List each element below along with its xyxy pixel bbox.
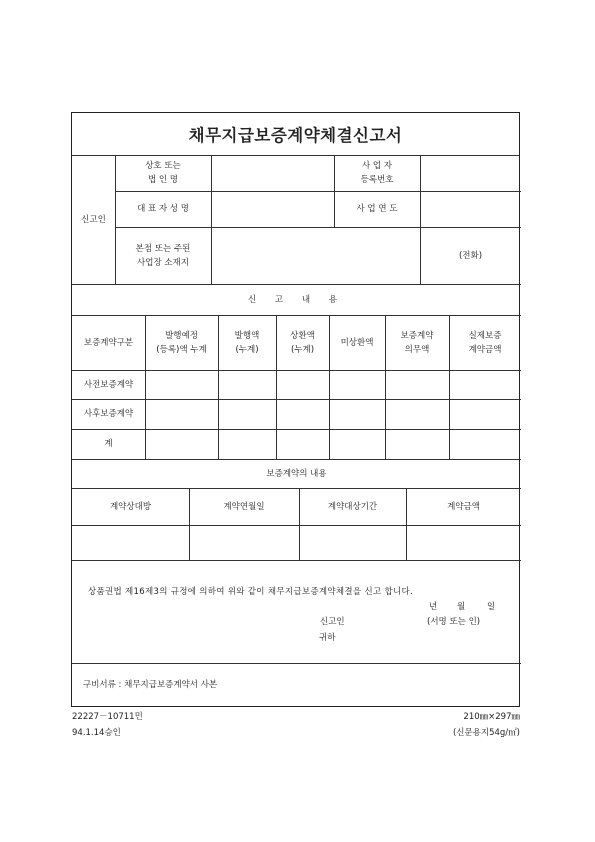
representative-field[interactable] <box>211 191 334 227</box>
report-column-header: 미상환액 <box>340 337 374 348</box>
report-entry-field[interactable] <box>276 429 329 459</box>
approval-date: 94.1.14승인 <box>72 728 121 738</box>
report-entry-field[interactable] <box>449 429 521 459</box>
divider <box>72 663 521 664</box>
report-entry-field[interactable] <box>218 399 276 429</box>
business-year-label: 사 업 연 도 <box>356 204 398 214</box>
attachment-note: 구비서류 : 채무지급보증계약서 사본 <box>83 680 218 690</box>
report-entry-field[interactable] <box>385 399 449 429</box>
report-entry-field[interactable] <box>145 399 218 429</box>
report-entry-field[interactable] <box>385 429 449 459</box>
contract-column-header: 계약상대방 <box>109 501 152 512</box>
company-name-label: 상호 또는 법 인 명 <box>145 161 181 185</box>
report-row-label: 계 <box>104 439 113 449</box>
date-month: 월 <box>457 602 466 612</box>
reporter-sign-label: 신고인 <box>320 617 345 627</box>
report-entry-field[interactable] <box>329 429 385 459</box>
report-entry-field[interactable] <box>329 370 385 399</box>
form-number: 22227－10711민 <box>72 712 143 722</box>
report-entry-field[interactable] <box>276 370 329 399</box>
signature-label: (서명 또는 인) <box>427 617 481 627</box>
contract-column-header: 계약연월일 <box>223 501 265 512</box>
report-entry-field[interactable] <box>329 399 385 429</box>
report-column-header: 발행예정 (등록)액 누계 <box>156 330 207 355</box>
business-year-field[interactable] <box>420 191 521 227</box>
report-column-header: 보증계약 의무액 <box>400 330 434 355</box>
report-form <box>71 112 520 707</box>
form-title: 채무지급보증계약체결신고서 <box>72 113 519 156</box>
date-year: 년 <box>429 602 438 612</box>
contract-content-header: 보증계약의 내용 <box>266 468 327 479</box>
addressee-label: 귀하 <box>319 633 336 643</box>
report-column-header: 보증계약구분 <box>83 337 134 348</box>
contract-column-header: 계약금액 <box>447 501 480 512</box>
report-entry-field[interactable] <box>385 370 449 399</box>
report-entry-field[interactable] <box>145 370 218 399</box>
report-row-label: 사후보증계약 <box>83 409 134 419</box>
contract-column-header: 계약대상기간 <box>327 501 378 512</box>
contract-entry-field[interactable] <box>189 525 299 560</box>
report-column-header: 실제보증 계약금액 <box>468 330 502 355</box>
reporter-label: 신고인 <box>81 214 106 225</box>
business-number-label: 사 업 자 등록번호 <box>360 161 394 185</box>
paper-type: (신문용지54g/㎡) <box>452 728 520 738</box>
declaration-statement: 상품권법 제16제3의 규정에 의하여 위와 같이 채무지급보증계약체결을 신고 합니다. <box>88 587 414 597</box>
report-entry-field[interactable] <box>449 399 521 429</box>
phone-label: (전화) <box>458 250 483 261</box>
report-column-header: 발행액 (누계) <box>234 330 260 355</box>
contract-entry-field[interactable] <box>299 525 406 560</box>
contract-entry-field[interactable] <box>406 525 521 560</box>
company-name-field[interactable] <box>211 155 334 191</box>
contract-entry-field[interactable] <box>72 525 189 560</box>
date-day: 일 <box>487 602 496 612</box>
report-entry-field[interactable] <box>218 429 276 459</box>
report-row-label: 사전보증계약 <box>83 379 134 390</box>
address-field[interactable] <box>211 227 420 284</box>
report-column-header: 상환액 (누계) <box>290 330 315 355</box>
report-content-header: 신 고 내 용 <box>248 294 345 305</box>
divider <box>72 560 521 561</box>
report-entry-field[interactable] <box>145 429 218 459</box>
paper-size: 210㎜×297㎜ <box>463 712 520 722</box>
address-label: 본점 또는 주된 사업장 소재지 <box>135 243 191 268</box>
business-number-field[interactable] <box>420 155 521 191</box>
report-entry-field[interactable] <box>218 370 276 399</box>
representative-label: 대 표 자 성 명 <box>137 204 189 214</box>
report-entry-field[interactable] <box>449 370 521 399</box>
report-entry-field[interactable] <box>276 399 329 429</box>
